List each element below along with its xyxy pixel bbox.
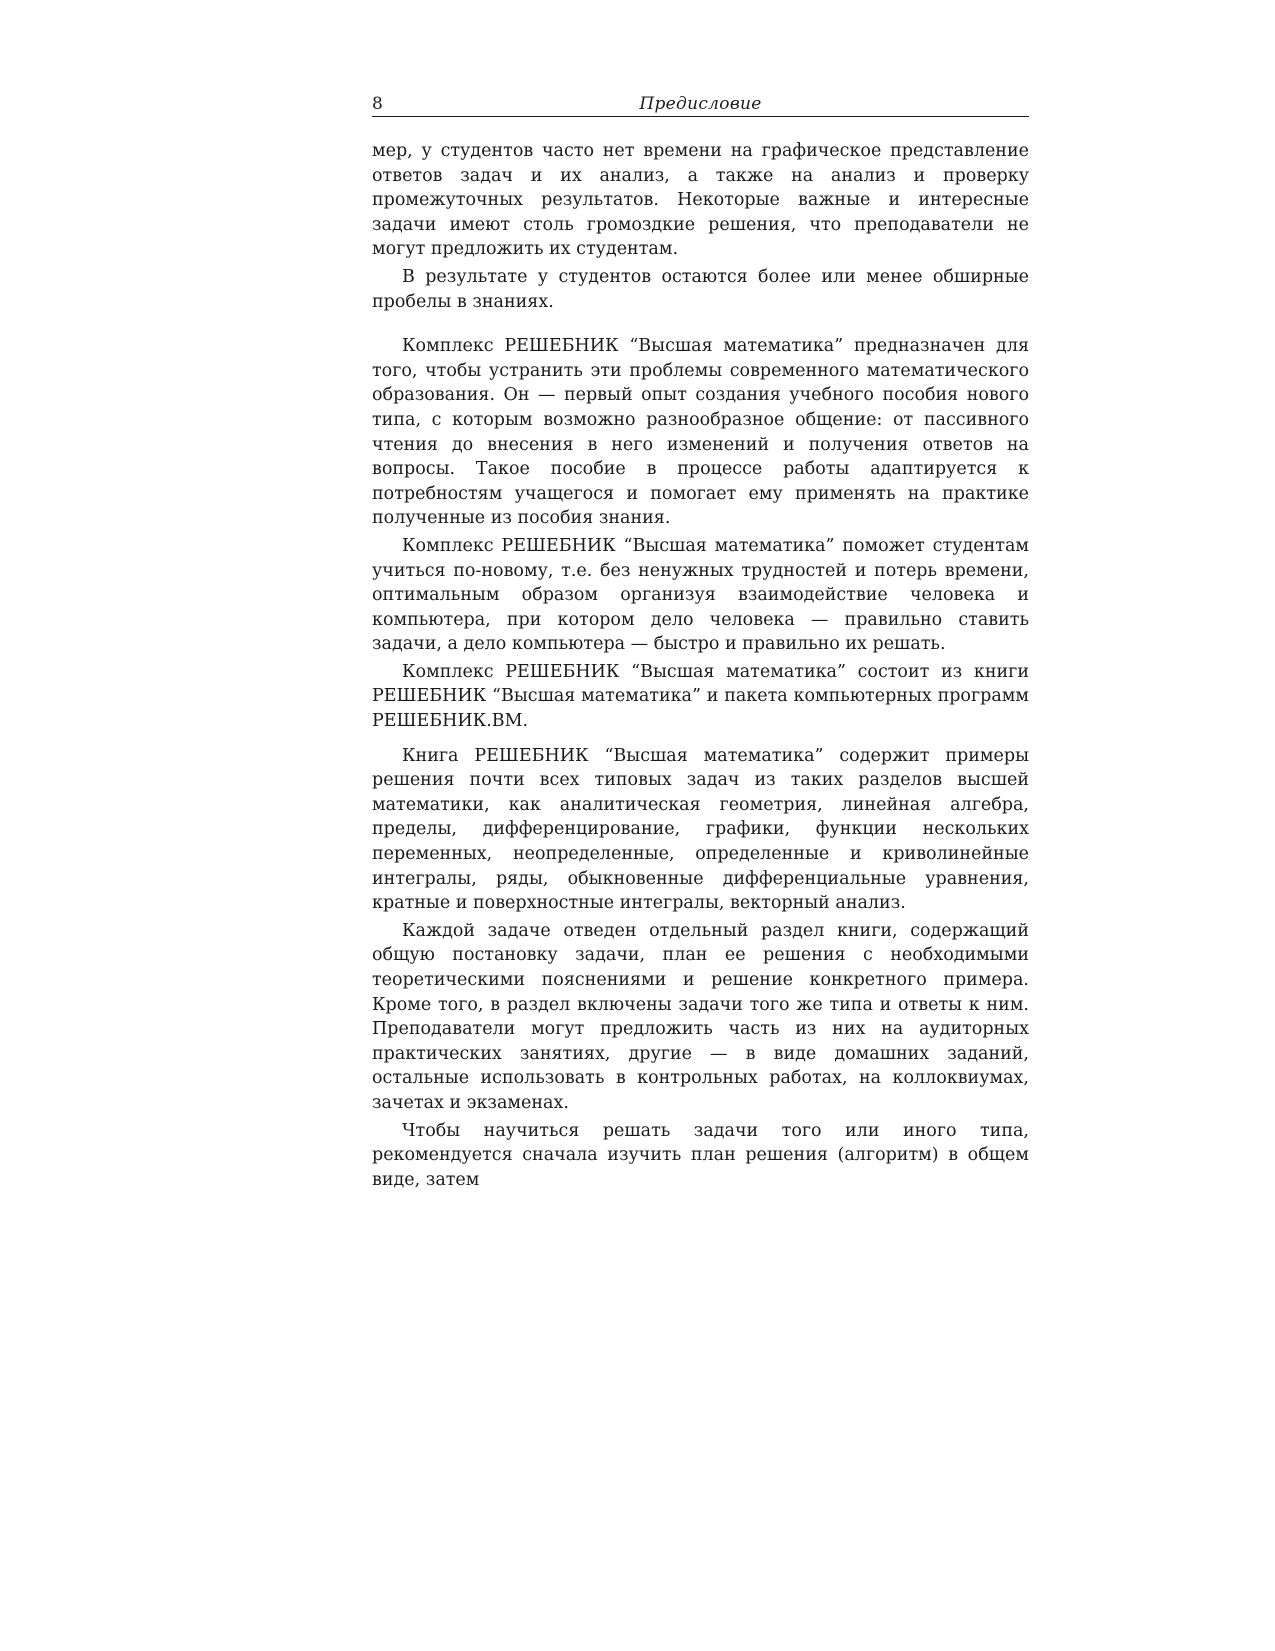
paragraph: Комплекс РЕШЕБНИК “Высшая математика” поможет студентам учиться по-новому, т.е. без ненужных трудностей и потерь времени, оптимальным образом организуя взаимодействие человека и компьютера, при котором дело человека — правильно ставить задачи, а дело компьютера — быстро и правильно их решать. <box>372 535 1029 655</box>
paragraph: Комплекс РЕШЕБНИК “Высшая математика” состоит из книги РЕШЕБНИК “Высшая математика” и пакета компьютерных программ РЕШЕБНИК.ВМ. <box>372 661 1029 732</box>
paragraph: Комплекс РЕШЕБНИК “Высшая математика” предназначен для того, чтобы устранить эти проблемы современного математического образования. Он — первый опыт создания учебного пособия нового типа, с которым возможно разнообразное общение: от пассивного чтения до внесения в него изменений и получения ответов на вопросы. Такое пособие в процессе работы адаптируется к потребностям учащегося и помогает ему применять на практике полученные из пособия знания. <box>372 336 1029 529</box>
body-text <box>372 139 1029 1192</box>
book-page <box>372 92 1029 1195</box>
paragraph: Книга РЕШЕБНИК “Высшая математика” содержит примеры решения почти всех типовых задач из таких разделов высшей математики, как аналитическая геометрия, линейная алгебра, пределы, дифференцирование, графики, функции нескольких переменных, неопределенные, определенные и криволинейные интегралы, ряды, обыкновенные дифференциальные уравнения, кратные и поверхностные интегралы, векторный анализ. <box>372 745 1029 914</box>
page-number: 8 <box>372 94 383 114</box>
paragraph: мер, у студентов часто нет времени на графическое представление ответов задач и их анализ, а также на анализ и проверку промежуточных результатов. Некоторые важные и интересные задачи имеют столь громоздкие решения, что преподаватели не могут предложить их студентам. <box>372 141 1029 260</box>
paragraph: В результате у студентов остаются более или менее обширные пробелы в знаниях. <box>372 266 1029 312</box>
paragraph: Каждой задаче отведен отдельный раздел книги, содержащий общую постановку задачи, план ее решения с необходимыми теоретическими пояснениями и решение конкретного примера. Кроме того, в раздел включены задачи того же типа и ответы к ним. Преподаватели могут предложить часть из них на аудиторных практических занятиях, другие — в виде домашних заданий, остальные использовать в контрольных работах, на коллоквиумах, зачетах и экзаменах. <box>372 920 1029 1113</box>
section-title: Предисловие <box>639 94 762 114</box>
paragraph: Чтобы научиться решать задачи того или иного типа, рекомендуется сначала изучить план решения (алгоритм) в общем виде, затем <box>372 1120 1029 1190</box>
running-header <box>372 92 1029 117</box>
